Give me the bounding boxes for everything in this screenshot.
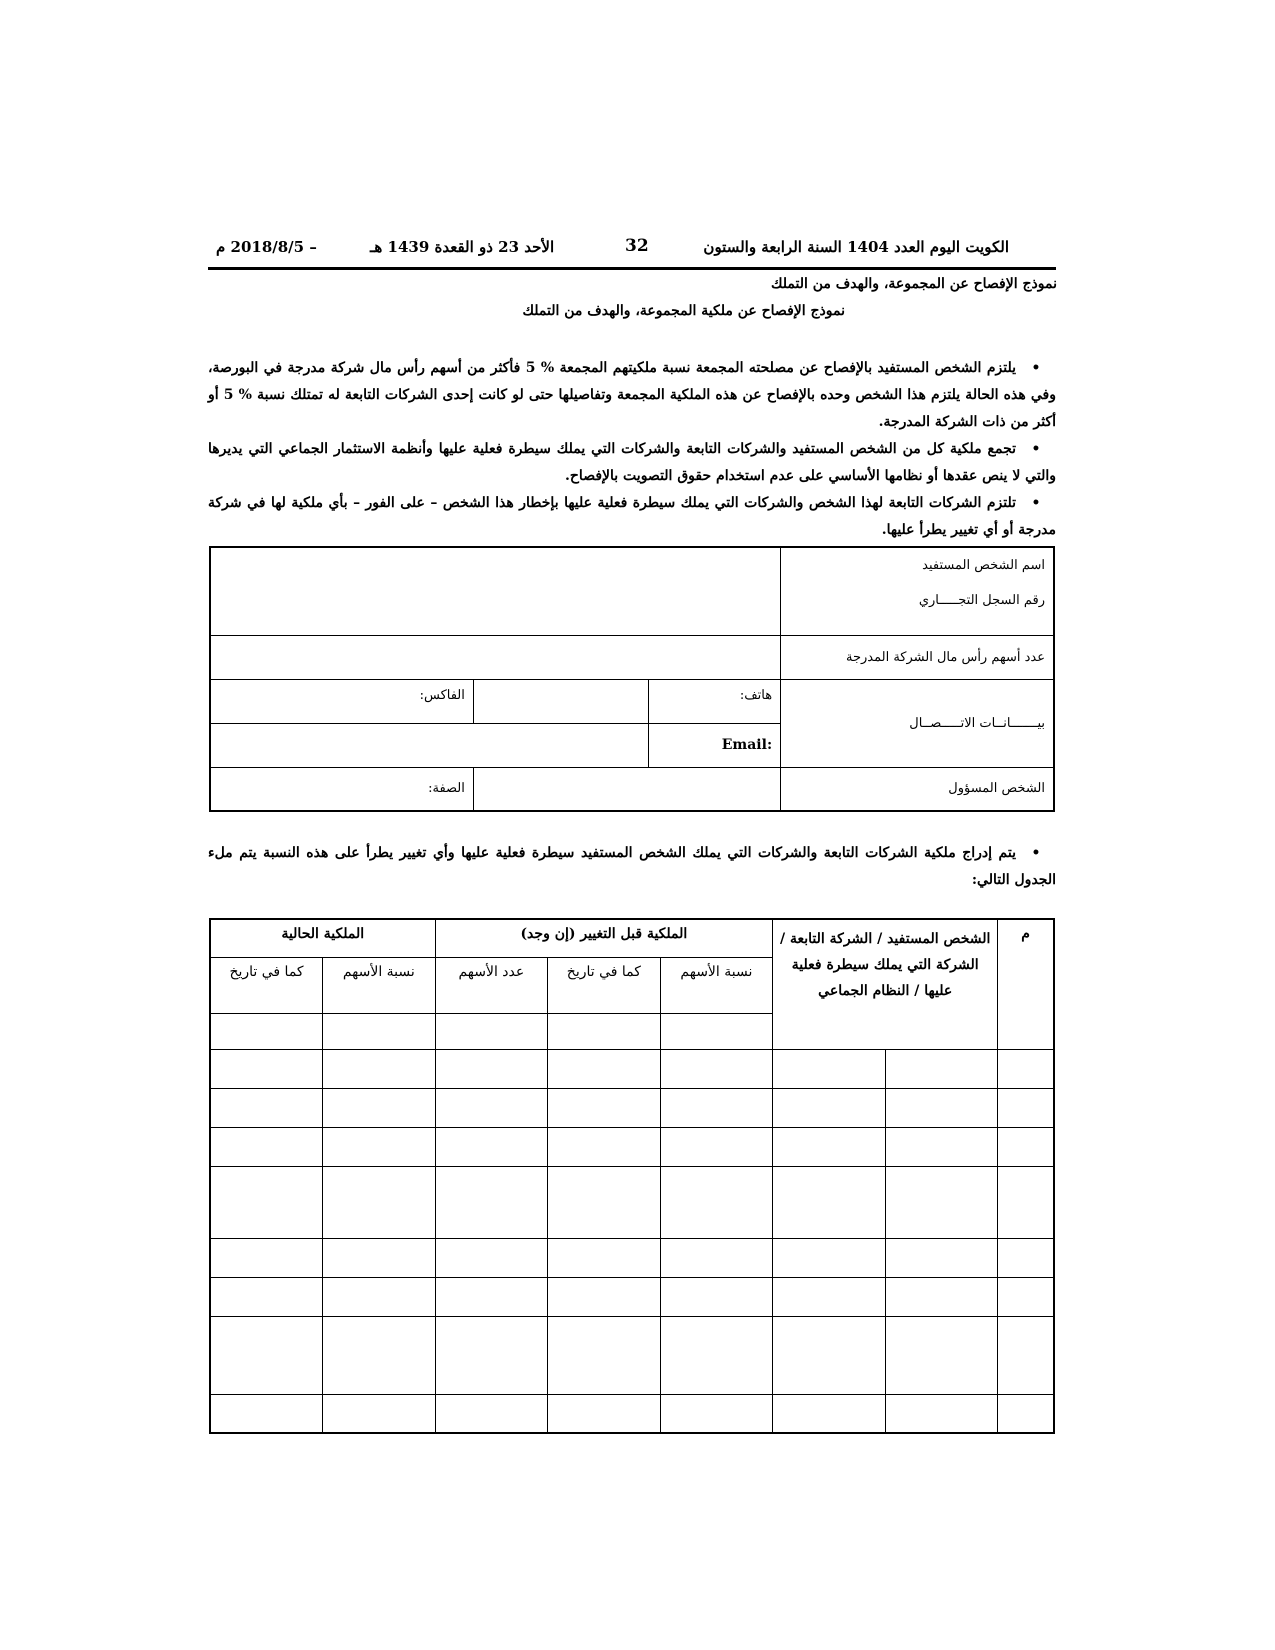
table-cell[interactable] bbox=[885, 1277, 998, 1316]
table-cell[interactable] bbox=[548, 1394, 661, 1433]
col-header-no: م bbox=[998, 919, 1054, 1049]
col-header-count-before: عدد الأسهم bbox=[435, 957, 548, 1013]
table-cell[interactable] bbox=[323, 1013, 436, 1049]
table-row bbox=[210, 1238, 1054, 1277]
table-cell[interactable] bbox=[998, 1166, 1054, 1238]
fax-label: الفاكس: bbox=[419, 687, 465, 703]
table-cell[interactable] bbox=[885, 1166, 998, 1238]
table-cell[interactable] bbox=[435, 1238, 548, 1277]
table-cell[interactable] bbox=[548, 1049, 661, 1088]
col-group-before: الملكية قبل التغيير (إن وجد) bbox=[435, 919, 773, 957]
table-cell[interactable] bbox=[323, 1127, 436, 1166]
col-header-pct-before: نسبة الأسهم bbox=[660, 957, 773, 1013]
table-row bbox=[210, 1394, 1054, 1433]
holdings-table bbox=[209, 918, 1055, 1434]
bullet-4 bbox=[208, 840, 1056, 894]
table-cell[interactable] bbox=[885, 1316, 998, 1394]
table-cell[interactable] bbox=[548, 1127, 661, 1166]
table-cell[interactable] bbox=[773, 1316, 886, 1394]
table-cell[interactable] bbox=[210, 1013, 323, 1049]
table-cell[interactable] bbox=[548, 1238, 661, 1277]
table-cell[interactable] bbox=[773, 1049, 886, 1088]
table-cell[interactable] bbox=[435, 1049, 548, 1088]
table-cell[interactable] bbox=[885, 1127, 998, 1166]
table-cell[interactable] bbox=[660, 1088, 773, 1127]
table-cell[interactable] bbox=[323, 1238, 436, 1277]
table-cell[interactable] bbox=[660, 1049, 773, 1088]
form-title-line2: نموذج الإفصاح عن ملكية المجموعة، والهدف من التملك bbox=[522, 303, 845, 319]
email-field[interactable] bbox=[210, 723, 649, 767]
table-cell[interactable] bbox=[885, 1238, 998, 1277]
table-cell[interactable] bbox=[660, 1238, 773, 1277]
table-cell[interactable] bbox=[323, 1394, 436, 1433]
table-cell[interactable] bbox=[210, 1088, 323, 1127]
table-cell[interactable] bbox=[210, 1127, 323, 1166]
table-cell[interactable] bbox=[323, 1316, 436, 1394]
table-cell[interactable] bbox=[998, 1049, 1054, 1088]
table-cell[interactable] bbox=[435, 1013, 548, 1049]
table-row bbox=[210, 1166, 1054, 1238]
header-rule bbox=[208, 267, 1056, 270]
table-cell[interactable] bbox=[998, 1238, 1054, 1277]
bullet-3-text: تلتزم الشركات التابعة لهذا الشخص والشركات التي يملك سيطرة فعلية عليها بإخطار هذا الشخص – على الفور – بأي ملكية لها في شركة مدرجة أو أي تغيير يطرأ عليها. bbox=[208, 495, 1056, 538]
table-cell[interactable] bbox=[323, 1088, 436, 1127]
table-cell[interactable] bbox=[773, 1394, 886, 1433]
table-cell[interactable] bbox=[998, 1088, 1054, 1127]
bullet-4-text: يتم إدراج ملكية الشركات التابعة والشركات التي يملك الشخص المستفيد سيطرة فعلية عليها وأي تغيير يطرأ على هذه النسبة يتم ملء الجدول التالي: bbox=[208, 845, 1056, 888]
header-gregorian-date: – 2018/8/5 م bbox=[216, 238, 317, 256]
table-cell[interactable] bbox=[210, 1049, 323, 1088]
table-cell[interactable] bbox=[435, 1277, 548, 1316]
table-cell[interactable] bbox=[548, 1166, 661, 1238]
table-cell[interactable] bbox=[210, 1316, 323, 1394]
table-cell[interactable] bbox=[548, 1088, 661, 1127]
table-row bbox=[210, 1277, 1054, 1316]
phone-label[interactable]: هاتف: bbox=[649, 679, 781, 723]
contact-label: بيـــــــانــات الاتـــــصــال bbox=[781, 679, 1054, 767]
col-header-pct-current: نسبة الأسهم bbox=[323, 957, 436, 1013]
responsible-person-field[interactable] bbox=[473, 767, 780, 811]
table-cell[interactable] bbox=[435, 1316, 548, 1394]
bullet-1 bbox=[208, 355, 1056, 436]
table-row bbox=[210, 1127, 1054, 1166]
phone-field[interactable] bbox=[473, 679, 648, 723]
table-cell[interactable] bbox=[773, 1238, 886, 1277]
table-cell[interactable] bbox=[548, 1277, 661, 1316]
email-label[interactable]: :Email bbox=[649, 723, 781, 767]
page-number: 32 bbox=[625, 236, 649, 256]
table-cell[interactable] bbox=[435, 1166, 548, 1238]
table-cell[interactable] bbox=[660, 1277, 773, 1316]
col-header-asof-before: كما في تاريخ bbox=[548, 957, 661, 1013]
bullet-symbol: • bbox=[1031, 360, 1041, 376]
table-cell[interactable] bbox=[660, 1127, 773, 1166]
table-row bbox=[210, 1049, 1054, 1088]
table-cell[interactable] bbox=[435, 1088, 548, 1127]
table-cell[interactable] bbox=[210, 1166, 323, 1238]
table-cell[interactable] bbox=[435, 1394, 548, 1433]
disclosure-form bbox=[209, 546, 1055, 812]
table-cell[interactable] bbox=[885, 1394, 998, 1433]
header-hijri-date: الأحد 23 ذو القعدة 1439 هـ bbox=[370, 238, 555, 256]
table-cell[interactable] bbox=[210, 1277, 323, 1316]
shares-count-field[interactable] bbox=[210, 635, 781, 679]
fax-field[interactable] bbox=[210, 679, 473, 723]
col-header-entity: الشخص المستفيد / الشركة التابعة / الشركة التي يملك سيطرة فعلية عليها / النظام الجماعي bbox=[773, 919, 998, 1049]
table-cell[interactable] bbox=[885, 1049, 998, 1088]
col-header-asof-current: كما في تاريخ bbox=[210, 957, 323, 1013]
table-cell[interactable] bbox=[773, 1127, 886, 1166]
table-cell[interactable] bbox=[323, 1049, 436, 1088]
bullet-1-text: يلتزم الشخص المستفيد بالإفصاح عن مصلحته المجمعة نسبة ملكيتهم المجمعة % 5 فأكثر من أسهم رأس مال شركة مدرجة في البورصة، وفي هذه الحالة يلتزم هذا الشخص وحده بالإفصاح عن هذه الملكية المجمعة وتفاصيلها حتى لو كانت إحدى الشركات التابعة له تمتلك نسبة % 5 أو أكثر من ذات الشركة المدرجة. bbox=[208, 360, 1056, 430]
bullet-2-text: تجمع ملكية كل من الشخص المستفيد والشركات التابعة والشركات التي يملك سيطرة فعلية عليها وأنظمة الاستثمار الجماعي التي يديرها والتي لا ينص عقدها أو نظامها الأساسي على عدم استخدام حقوق التصويت بالإفصاح. bbox=[208, 441, 1056, 484]
table-cell[interactable] bbox=[885, 1088, 998, 1127]
bullet-symbol: • bbox=[1031, 845, 1041, 861]
form-title-line1: نموذج الإفصاح عن المجموعة، والهدف من التملك bbox=[770, 276, 1057, 292]
bullet-symbol: • bbox=[1031, 495, 1041, 511]
table-cell[interactable] bbox=[998, 1394, 1054, 1433]
bullet-symbol: • bbox=[1031, 441, 1041, 457]
commercial-register-label: رقم السجل التجـــــاري bbox=[918, 593, 1045, 608]
header-issue: الكويت اليوم العدد 1404 السنة الرابعة والستون bbox=[703, 238, 1009, 256]
bullet-2 bbox=[208, 436, 1056, 490]
table-cell[interactable] bbox=[548, 1316, 661, 1394]
table-cell[interactable] bbox=[773, 1277, 886, 1316]
table-cell[interactable] bbox=[998, 1127, 1054, 1166]
table-cell[interactable] bbox=[435, 1127, 548, 1166]
table-cell[interactable] bbox=[660, 1394, 773, 1433]
shares-count-label: عدد أسهم رأس مال الشركة المدرجة bbox=[781, 635, 1054, 679]
table-cell[interactable] bbox=[548, 1013, 661, 1049]
table-cell[interactable] bbox=[998, 1316, 1054, 1394]
title-label: الصفة: bbox=[428, 781, 465, 797]
table-cell[interactable] bbox=[773, 1166, 886, 1238]
table-cell[interactable] bbox=[210, 1238, 323, 1277]
table-cell[interactable] bbox=[773, 1088, 886, 1127]
title-field[interactable] bbox=[210, 767, 473, 811]
beneficiary-field[interactable] bbox=[210, 547, 781, 635]
table-cell[interactable] bbox=[210, 1394, 323, 1433]
beneficiary-label-cell bbox=[781, 547, 1054, 635]
table-cell[interactable] bbox=[323, 1166, 436, 1238]
responsible-person-label: الشخص المسؤول bbox=[781, 767, 1054, 811]
table-row bbox=[210, 1316, 1054, 1394]
table-row bbox=[210, 1088, 1054, 1127]
table-cell[interactable] bbox=[998, 1277, 1054, 1316]
table-cell[interactable] bbox=[323, 1277, 436, 1316]
table-cell[interactable] bbox=[660, 1013, 773, 1049]
col-group-current: الملكية الحالية bbox=[210, 919, 435, 957]
table-cell[interactable] bbox=[660, 1166, 773, 1238]
bullet-3 bbox=[208, 490, 1056, 544]
table-cell[interactable] bbox=[660, 1316, 773, 1394]
beneficiary-name-label: اسم الشخص المستفيد bbox=[922, 558, 1045, 573]
